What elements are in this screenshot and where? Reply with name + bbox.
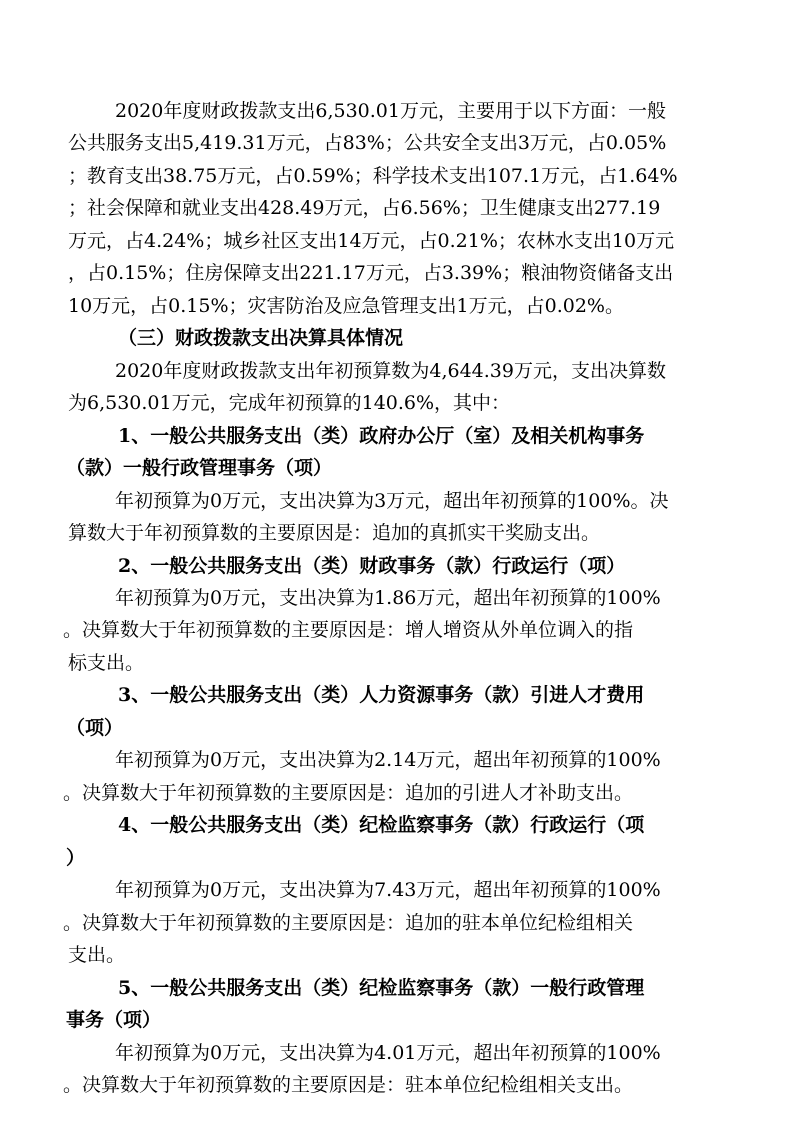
paragraph-line: 。决算数大于年初预算数的主要原因是：增人增资从外单位调入的指 [63,619,634,641]
item-heading: 事务（项） [66,1009,162,1031]
paragraph-line: 。决算数大于年初预算数的主要原因是：驻本单位纪检组相关支出。 [63,1074,634,1096]
paragraph-line: 支出。 [68,944,126,966]
paragraph-line: 年初预算为0万元，支出决算为1.86万元，超出年初预算的100% [115,587,661,609]
paragraph-line: ；社会保障和就业支出428.49万元，占6.56%；卫生健康支出277.19 [68,197,661,219]
paragraph-line: 2020年度财政拨款支出年初预算数为4,644.39万元，支出决算数 [115,360,666,382]
item-heading: （项） [66,717,124,739]
paragraph-line: 年初预算为0万元，支出决算为3万元，超出年初预算的100%。决 [115,490,669,512]
paragraph-line: 年初预算为0万元，支出决算为4.01万元，超出年初预算的100% [115,1042,661,1064]
paragraph-line: 年初预算为0万元，支出决算为2.14万元，超出年初预算的100% [115,749,661,771]
paragraph-line: 2020年度财政拨款支出6,530.01万元，主要用于以下方面：一般 [115,100,666,122]
item-heading: 4、一般公共服务支出（类）纪检监察事务（款）行政运行（项 [118,814,645,836]
paragraph-line: 。决算数大于年初预算数的主要原因是：追加的引进人才补助支出。 [63,782,634,804]
paragraph-line: 标支出。 [68,652,145,674]
paragraph-line: ；教育支出38.75万元，占0.59%；科学技术支出107.1万元，占1.64% [68,165,678,187]
paragraph-line: 公共服务支出5,419.31万元，占83%；公共安全支出3万元，占0.05% [68,132,667,154]
item-heading: ） [66,847,86,869]
paragraph-line: 10万元，占0.15%；灾害防治及应急管理支出1万元，占0.02%。 [68,295,624,317]
item-heading: 2、一般公共服务支出（类）财政事务（款）行政运行（项） [118,555,626,577]
item-heading: （款）一般行政管理事务（项） [66,457,333,479]
paragraph-line: 年初预算为0万元，支出决算为7.43万元，超出年初预算的100% [115,879,661,901]
item-heading: 1、一般公共服务支出（类）政府办公厅（室）及相关机构事务 [118,425,645,447]
item-heading: 5、一般公共服务支出（类）纪检监察事务（款）一般行政管理 [118,977,645,999]
paragraph-line: 算数大于年初预算数的主要原因是：追加的真抓实干奖励支出。 [68,522,601,544]
item-heading: 3、一般公共服务支出（类）人力资源事务（款）引进人才费用 [118,684,645,706]
paragraph-line: 为6,530.01万元，完成年初预算的140.6%，其中： [68,392,511,414]
section-heading: （三）财政拨款支出决算具体情况 [118,327,404,349]
paragraph-line: 万元，占4.24%；城乡社区支出14万元，占0.21%；农林水支出10万元 [68,230,675,252]
paragraph-line: 。决算数大于年初预算数的主要原因是：追加的驻本单位纪检组相关 [63,912,634,934]
paragraph-line: ，占0.15%；住房保障支出221.17万元，占3.39%；粮油物资储备支出 [68,262,674,284]
